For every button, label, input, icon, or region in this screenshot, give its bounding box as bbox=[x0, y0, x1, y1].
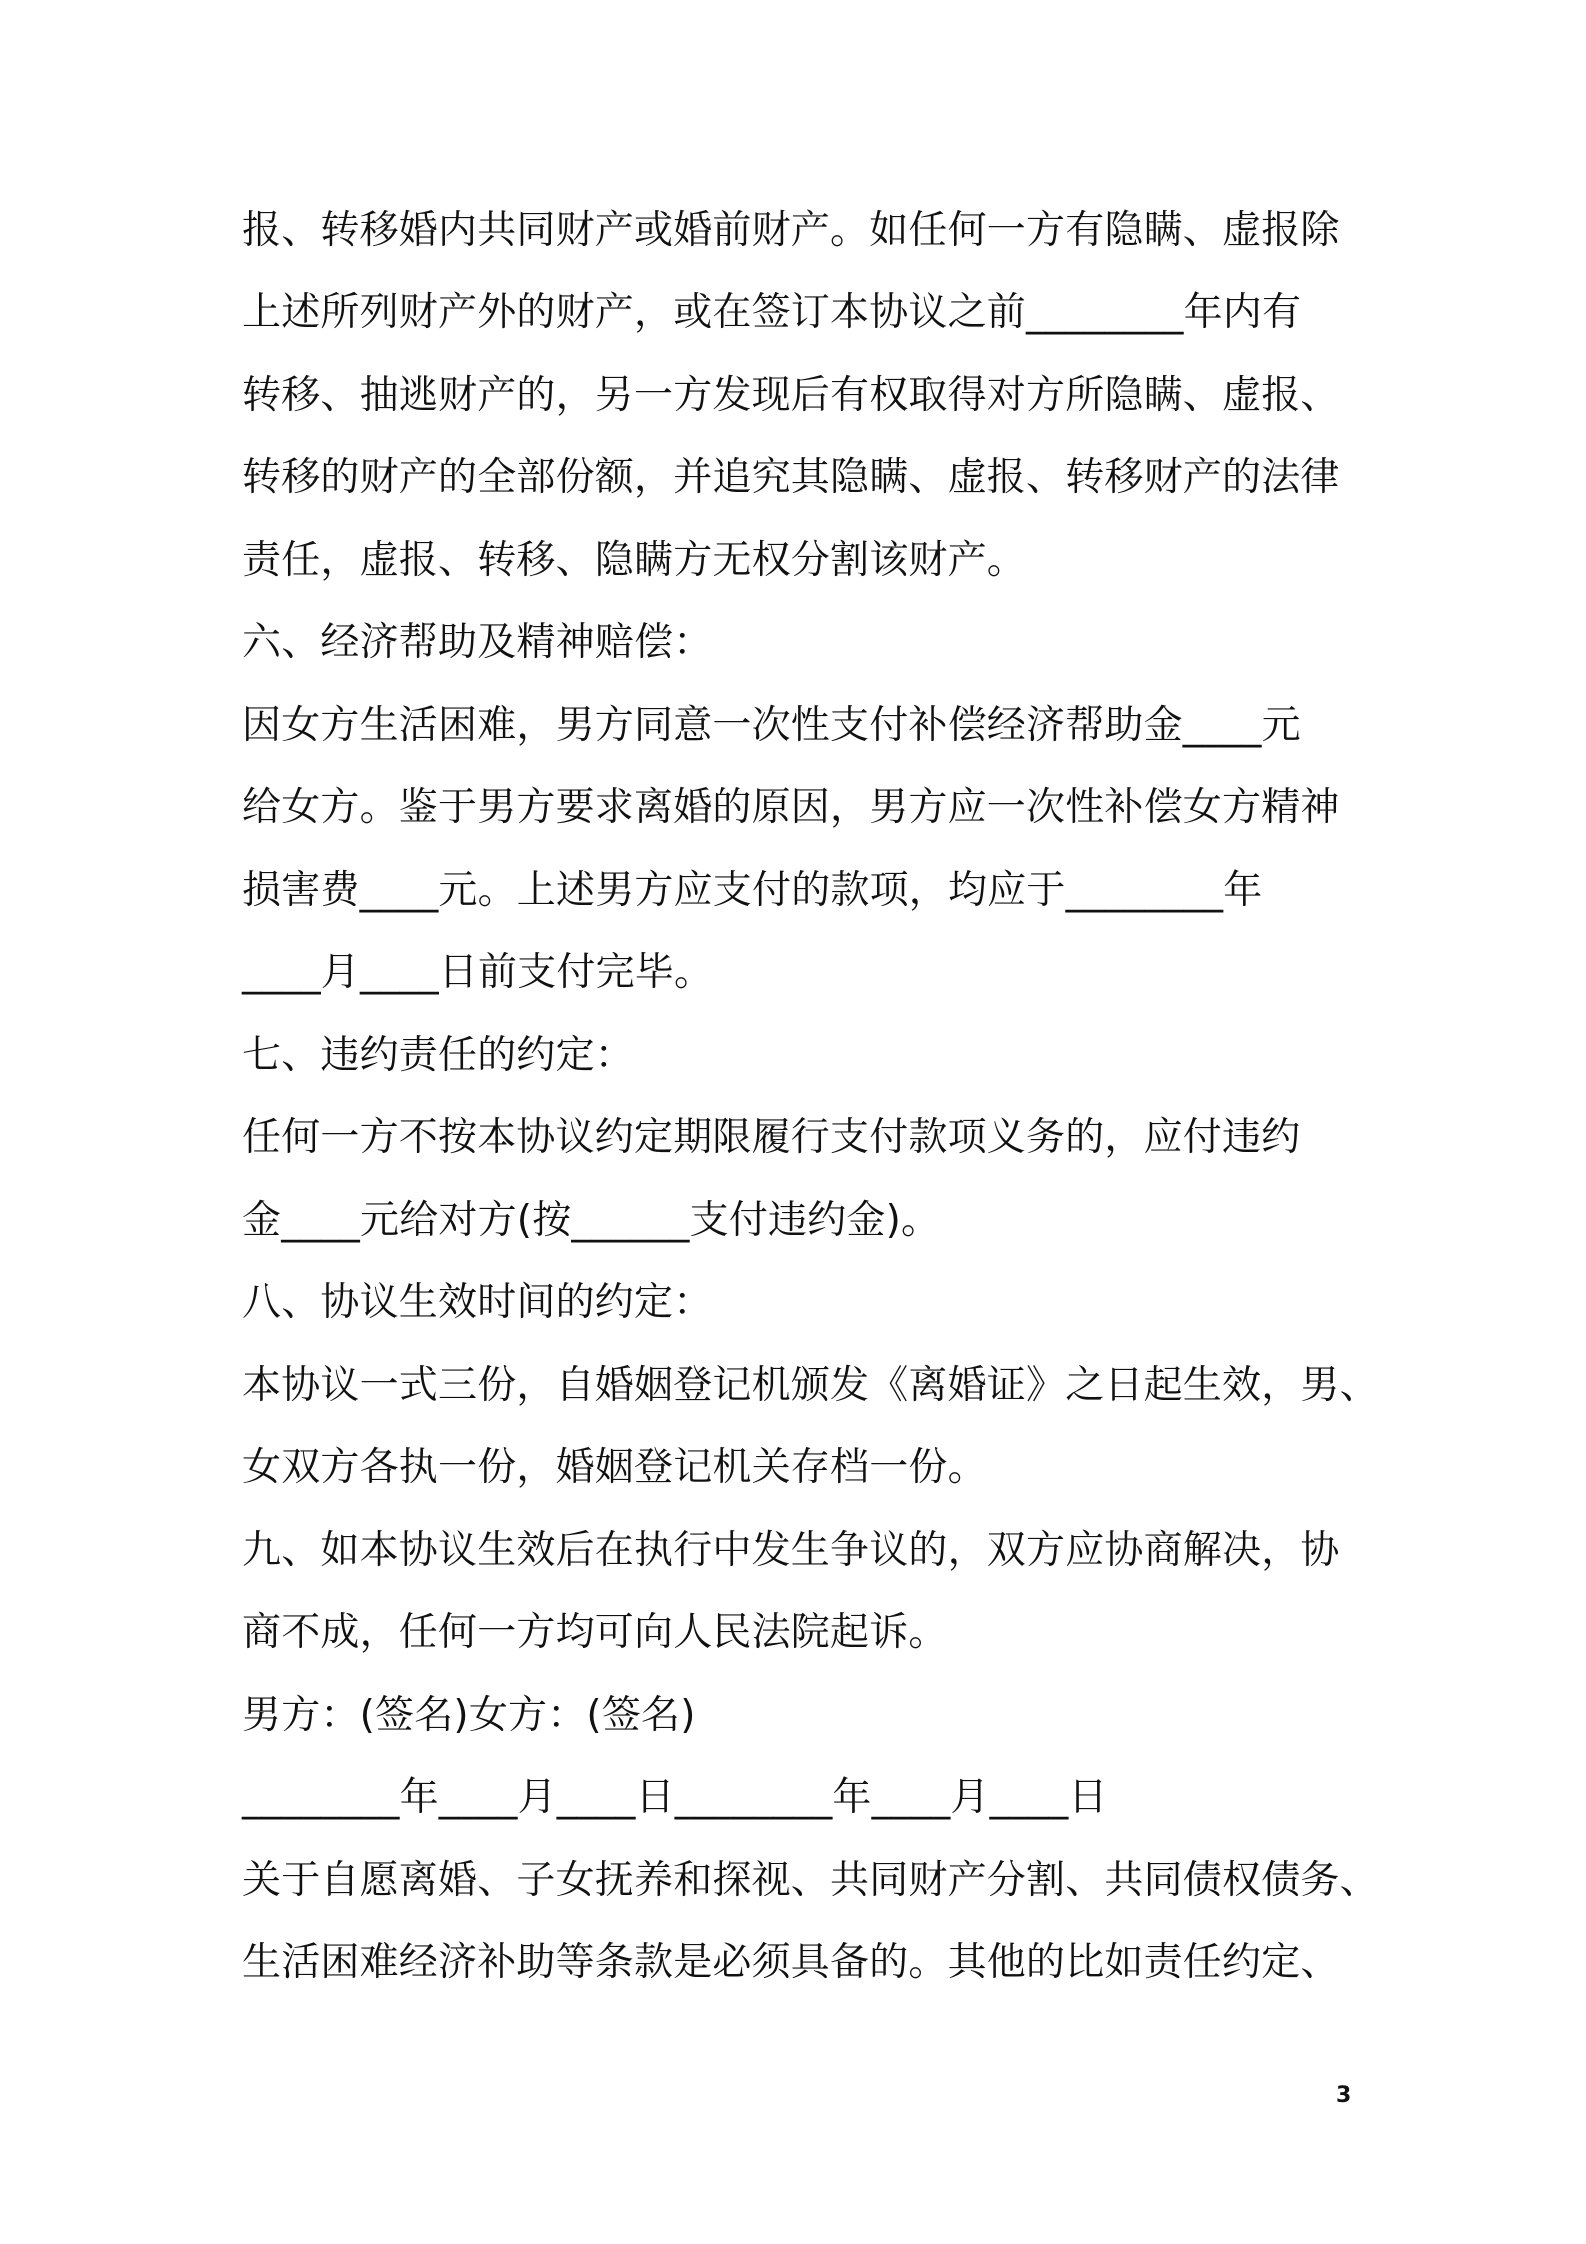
text-line: 因女方生活困难，男方同意一次性支付补偿经济帮助金____元 bbox=[242, 703, 1301, 748]
text-line: 转移、抽逃财产的，另一方发现后有权取得对方所隐瞒、虚报、 bbox=[242, 373, 1340, 418]
text-line: 转移的财产的全部份额，并追究其隐瞒、虚报、转移财产的法律 bbox=[242, 455, 1340, 500]
signature-line: 男方：(签名)女方：(签名) bbox=[242, 1693, 696, 1738]
text-line: 给女方。鉴于男方要求离婚的原因，男方应一次性补偿女方精神 bbox=[242, 785, 1340, 830]
date-line: ________年____月____日________年____月____日 bbox=[242, 1775, 1108, 1820]
text-line: 金____元给对方(按______支付违约金)。 bbox=[242, 1198, 941, 1243]
text-line: 上述所列财产外的财产，或在签订本协议之前________年内有 bbox=[242, 290, 1302, 335]
page-number: 3 bbox=[1336, 2083, 1352, 2108]
text-line: 报、转移婚内共同财产或婚前财产。如任何一方有隐瞒、虚报除 bbox=[242, 208, 1340, 253]
text-line: 任何一方不按本协议约定期限履行支付款项义务的，应付违约 bbox=[242, 1115, 1301, 1160]
text-line: 生活困难经济补助等条款是必须具备的。其他的比如责任约定、 bbox=[242, 1940, 1340, 1985]
text-line: 九、如本协议生效后在执行中发生争议的，双方应协商解决，协 bbox=[242, 1528, 1340, 1573]
text-line: 关于自愿离婚、子女抚养和探视、共同财产分割、共同债权债务、 bbox=[242, 1858, 1379, 1903]
section-heading: 八、协议生效时间的约定： bbox=[242, 1280, 713, 1325]
text-line: 责任，虚报、转移、隐瞒方无权分割该财产。 bbox=[242, 538, 1027, 583]
text-line: 本协议一式三份，自婚姻登记机颁发《离婚证》之日起生效，男、 bbox=[242, 1363, 1379, 1408]
text-line: 商不成，任何一方均可向人民法院起诉。 bbox=[242, 1610, 948, 1655]
text-line: 女双方各执一份，婚姻登记机关存档一份。 bbox=[242, 1445, 987, 1490]
text-line: 损害费____元。上述男方应支付的款项，均应于________年 bbox=[242, 868, 1263, 913]
section-heading: 七、违约责任的约定： bbox=[242, 1033, 635, 1078]
text-line: ____月____日前支付完毕。 bbox=[242, 950, 714, 995]
section-heading: 六、经济帮助及精神赔偿： bbox=[242, 620, 713, 665]
